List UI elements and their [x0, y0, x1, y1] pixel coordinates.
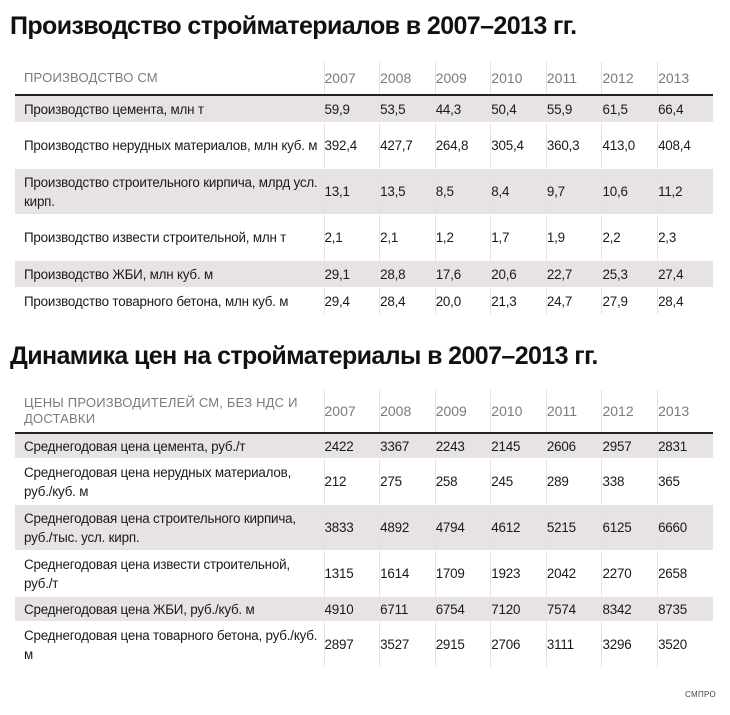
cell-value: 28,8 — [380, 261, 436, 288]
year-header: 2011 — [546, 390, 602, 433]
cell-value: 1923 — [491, 551, 547, 597]
cell-value: 258 — [435, 459, 491, 505]
cell-value: 2,1 — [324, 215, 380, 261]
year-header: 2010 — [491, 62, 547, 95]
cell-value: 20,0 — [435, 288, 491, 315]
cell-value: 28,4 — [658, 288, 714, 315]
cell-value: 7574 — [546, 597, 602, 622]
year-header: 2013 — [658, 390, 714, 433]
cell-value: 4794 — [435, 505, 491, 551]
cell-value: 212 — [324, 459, 380, 505]
cell-value: 4612 — [491, 505, 547, 551]
cell-value: 338 — [602, 459, 658, 505]
cell-value: 20,6 — [491, 261, 547, 288]
table-row — [15, 215, 713, 261]
cell-value: 6754 — [435, 597, 491, 622]
cell-value: 29,1 — [324, 261, 380, 288]
cell-value: 22,7 — [546, 261, 602, 288]
cell-value: 360,3 — [546, 123, 602, 169]
cell-value: 8,4 — [491, 169, 547, 215]
cell-value: 59,9 — [324, 95, 380, 123]
cell-value: 2831 — [658, 433, 714, 459]
cell-value: 7120 — [491, 597, 547, 622]
cell-value: 3296 — [602, 622, 658, 668]
row-label: Производство цемента, млн т — [15, 95, 324, 123]
cell-value: 25,3 — [602, 261, 658, 288]
row-label: Среднегодовая цена цемента, руб./т — [15, 433, 324, 459]
table-row — [15, 551, 713, 597]
row-label: Среднегодовая цена ЖБИ, руб./куб. м — [15, 597, 324, 622]
table-row — [15, 505, 713, 551]
cell-value: 61,5 — [602, 95, 658, 123]
cell-value: 1315 — [324, 551, 380, 597]
cell-value: 305,4 — [491, 123, 547, 169]
year-header: 2011 — [546, 62, 602, 95]
cell-value: 1709 — [435, 551, 491, 597]
cell-value: 2,2 — [602, 215, 658, 261]
cell-value: 27,9 — [602, 288, 658, 315]
cell-value: 2897 — [324, 622, 380, 668]
production-table — [15, 62, 713, 315]
cell-value: 1,7 — [491, 215, 547, 261]
production-title: Производство стройматериалов в 2007–2013 гг. — [10, 12, 577, 40]
cell-value: 11,2 — [658, 169, 714, 215]
prices-title: Динамика цен на стройматериалы в 2007–2013 гг. — [10, 342, 598, 370]
row-label: Производство извести строительной, млн т — [15, 215, 324, 261]
cell-value: 8342 — [602, 597, 658, 622]
row-label: Среднегодовая цена нерудных материалов, руб./куб. м — [15, 459, 324, 505]
table-row — [15, 622, 713, 668]
header-label: ПРОИЗВОДСТВО СМ — [15, 62, 324, 95]
cell-value: 2915 — [435, 622, 491, 668]
cell-value: 24,7 — [546, 288, 602, 315]
table-row — [15, 288, 713, 315]
table-row — [15, 95, 713, 123]
prices-table — [15, 390, 713, 668]
year-header: 2013 — [658, 62, 714, 95]
row-label: Производство строительного кирпича, млрд усл. кирп. — [15, 169, 324, 215]
cell-value: 55,9 — [546, 95, 602, 123]
cell-value: 2658 — [658, 551, 714, 597]
cell-value: 17,6 — [435, 261, 491, 288]
row-label: Производство ЖБИ, млн куб. м — [15, 261, 324, 288]
row-label: Производство товарного бетона, млн куб. м — [15, 288, 324, 315]
year-header: 2007 — [324, 62, 380, 95]
header-label: ЦЕНЫ ПРОИЗВОДИТЕЛЕЙ СМ, БЕЗ НДС И ДОСТАВКИ — [15, 390, 324, 433]
cell-value: 264,8 — [435, 123, 491, 169]
cell-value: 1614 — [380, 551, 436, 597]
cell-value: 53,5 — [380, 95, 436, 123]
cell-value: 50,4 — [491, 95, 547, 123]
source-credit: СМПРО — [685, 690, 716, 699]
year-header: 2008 — [380, 62, 436, 95]
cell-value: 3833 — [324, 505, 380, 551]
cell-value: 6125 — [602, 505, 658, 551]
cell-value: 1,9 — [546, 215, 602, 261]
cell-value: 10,6 — [602, 169, 658, 215]
cell-value: 6660 — [658, 505, 714, 551]
cell-value: 13,5 — [380, 169, 436, 215]
row-label: Среднегодовая цена извести строительной, руб./т — [15, 551, 324, 597]
cell-value: 392,4 — [324, 123, 380, 169]
cell-value: 3527 — [380, 622, 436, 668]
year-header: 2008 — [380, 390, 436, 433]
cell-value: 427,7 — [380, 123, 436, 169]
cell-value: 2422 — [324, 433, 380, 459]
cell-value: 8735 — [658, 597, 714, 622]
cell-value: 44,3 — [435, 95, 491, 123]
table-row — [15, 123, 713, 169]
cell-value: 275 — [380, 459, 436, 505]
cell-value: 6711 — [380, 597, 436, 622]
cell-value: 413,0 — [602, 123, 658, 169]
table-header-row — [15, 62, 713, 95]
row-label: Среднегодовая цена строительного кирпича, руб./тыс. усл. кирп. — [15, 505, 324, 551]
table-row — [15, 459, 713, 505]
cell-value: 2,1 — [380, 215, 436, 261]
cell-value: 4892 — [380, 505, 436, 551]
year-header: 2009 — [435, 390, 491, 433]
cell-value: 9,7 — [546, 169, 602, 215]
cell-value: 3111 — [546, 622, 602, 668]
cell-value: 2243 — [435, 433, 491, 459]
table-row — [15, 169, 713, 215]
cell-value: 1,2 — [435, 215, 491, 261]
row-label: Производство нерудных материалов, млн куб. м — [15, 123, 324, 169]
table-row — [15, 261, 713, 288]
cell-value: 2606 — [546, 433, 602, 459]
cell-value: 3367 — [380, 433, 436, 459]
cell-value: 2270 — [602, 551, 658, 597]
cell-value: 66,4 — [658, 95, 714, 123]
cell-value: 289 — [546, 459, 602, 505]
year-header: 2012 — [602, 62, 658, 95]
cell-value: 29,4 — [324, 288, 380, 315]
cell-value: 2042 — [546, 551, 602, 597]
cell-value: 2706 — [491, 622, 547, 668]
cell-value: 8,5 — [435, 169, 491, 215]
cell-value: 4910 — [324, 597, 380, 622]
cell-value: 13,1 — [324, 169, 380, 215]
cell-value: 2145 — [491, 433, 547, 459]
cell-value: 245 — [491, 459, 547, 505]
cell-value: 28,4 — [380, 288, 436, 315]
year-header: 2009 — [435, 62, 491, 95]
table-row — [15, 597, 713, 622]
cell-value: 2957 — [602, 433, 658, 459]
cell-value: 2,3 — [658, 215, 714, 261]
cell-value: 21,3 — [491, 288, 547, 315]
year-header: 2007 — [324, 390, 380, 433]
cell-value: 27,4 — [658, 261, 714, 288]
cell-value: 408,4 — [658, 123, 714, 169]
year-header: 2012 — [602, 390, 658, 433]
cell-value: 365 — [658, 459, 714, 505]
row-label: Среднегодовая цена товарного бетона, руб./куб. м — [15, 622, 324, 668]
table-header-row — [15, 390, 713, 433]
year-header: 2010 — [491, 390, 547, 433]
table-row — [15, 433, 713, 459]
cell-value: 3520 — [658, 622, 714, 668]
cell-value: 5215 — [546, 505, 602, 551]
